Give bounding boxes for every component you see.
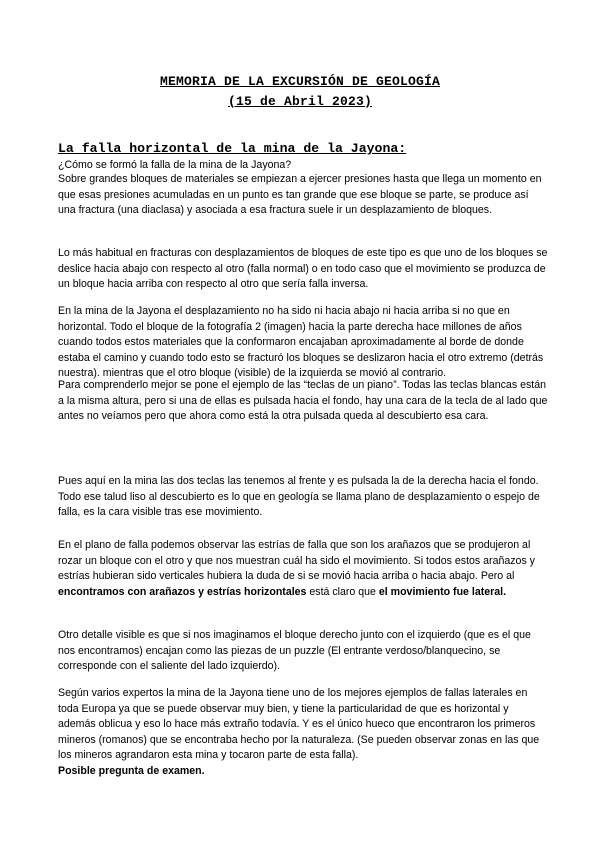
paragraph-8-text: Según varios expertos la mina de la Jayona tiene uno de los mejores ejemplos de fallas laterales en toda Europa ya que se puede observar muy bien, y tiene la particularidad de que es horizontal y además oblicua y eso lo hace más extraño todavía. Y es el único hueco que encontraron los primeros mineros (romanos) que se encontraba hecho por la naturaleza. (Se pueden observar zonas en las que los mineros agrandaron esta mina y tocaron parte de esta falla). xyxy=(58,687,540,762)
section-heading: La falla horizontal de la mina de la Jayona: xyxy=(58,141,407,156)
section-question: ¿Cómo se formó la falla de la mina de la Jayona? xyxy=(58,159,292,171)
paragraph-6-bold-2: el movimiento fue lateral. xyxy=(378,585,507,598)
paragraph-1: Sobre grandes bloques de materiales se empiezan a ejercer presiones hasta que llega un momento en que esas presiones acumuladas en un punto es tan grande que ese bloque se parte, se produce así una fractura (una diaclasa) y asociada a esa fractura suele ir un desplazamiento de bloques. xyxy=(58,173,542,217)
paragraph-2: Lo más habitual en fracturas con desplazamientos de bloques de este tipo es que uno de los bloques se deslice hacia abajo con respecto al otro (falla normal) o en todo caso que el movimiento se produzca de un bloque hacia arriba con respecto al otro que sería falla inversa. xyxy=(58,247,548,291)
document-title: MEMORIA DE LA EXCURSIÓN DE GEOLOGÍA xyxy=(159,74,441,89)
paragraph-4: Para comprenderlo mejor se pone el ejemplo de las “teclas de un piano”. Todas las teclas blancas están a la misma altura, pero si una de ellas es pulsada hacia el fondo, hay una cara de la tecla de al lado que antes no veíamos pero que ahora como está la otra pulsada queda al descubierto esa cara. xyxy=(58,379,548,423)
document-date: (15 de Abril 2023) xyxy=(227,94,373,109)
paragraph-7: Otro detalle visible es que si nos imaginamos el bloque derecho junto con el izquierdo (que es el que nos encontramos) encajan como las piezas de un puzzle (El entrante verdoso/blanquecino, se corresponde con el saliente del lado izquierdo). xyxy=(58,629,531,673)
paragraph-6-bold-1: encontramos con arañazos y estrías horizontales xyxy=(58,585,307,598)
exam-question-note: Posible pregunta de examen. xyxy=(58,764,205,777)
paragraph-5: Pues aquí en la mina las dos teclas las tenemos al frente y es pulsada la de la derecha hacia el fondo. Todo ese talud liso al descubierto es lo que en geología se llama plano de desplazamiento o espejo de falla, es la cara visible tras ese movimiento. xyxy=(58,475,540,519)
paragraph-6 xyxy=(58,538,548,600)
paragraph-8 xyxy=(58,686,548,780)
paragraph-6-text-mid: está claro que xyxy=(306,585,379,598)
paragraph-3: En la mina de la Jayona el desplazamiento no ha sido ni hacia abajo ni hacia arriba si no que en horizontal. Todo el bloque de la fotografía 2 (imagen) hacia la parte derecha hace millones de años cuando todos estos materiales que la conformaron encajaban aproximadamente al borde de donde estaba el camino y cuando todo esto se fracturó los bloques se deslizaron hacia el otro extremo (detrás nuestra). mientras que el otro bloque (visible) de la izquierda se movió al contrario. xyxy=(58,305,544,380)
paragraph-6-text-start: En el plano de falla podemos observar las estrías de falla que son los arañazos que se produjeron al rozar un bloque con el otro y que nos muestran cuál ha sido el movimiento. Si todos estos arañazos y estrías hubieran sido verticales hubiera la duda de si se movió hacia arriba o hacia abajo. Pero al xyxy=(58,539,535,583)
